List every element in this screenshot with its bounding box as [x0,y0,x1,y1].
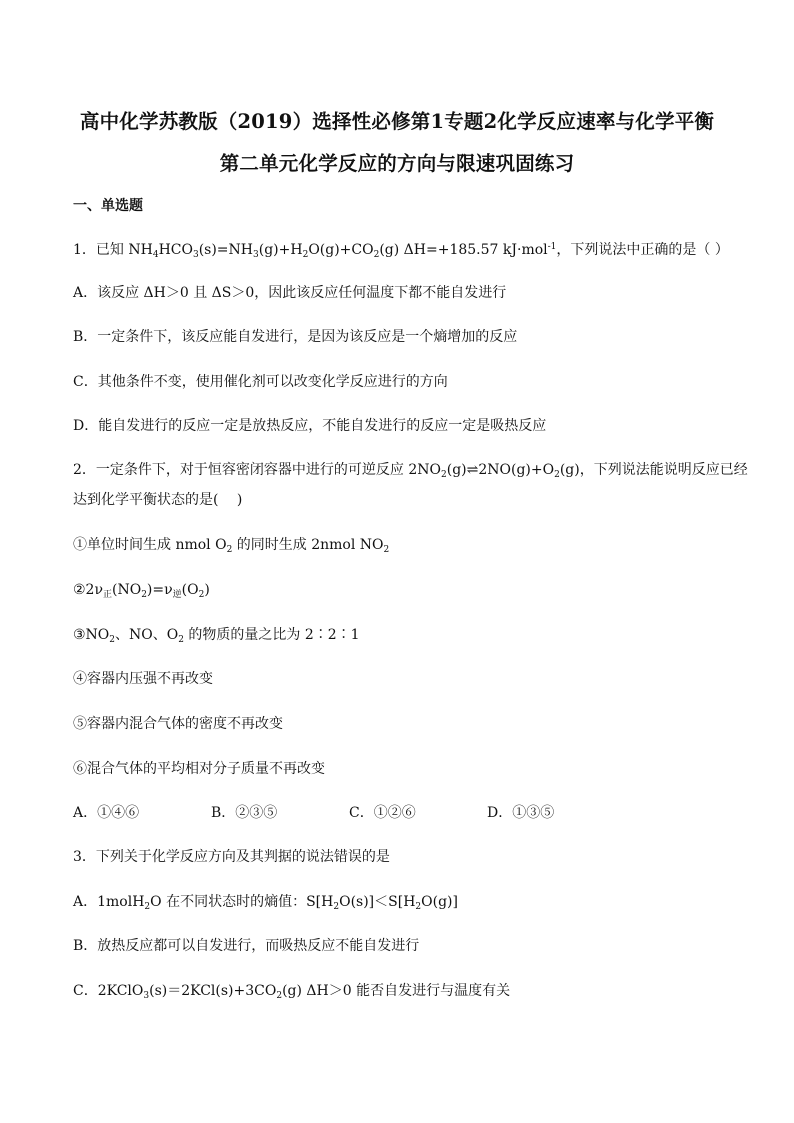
q3-option-c: C．$2KClO_3(s)=2KCl(s)+3CO_2(g)$ ΔH＞0 能否自发进行与温度有关 [73,983,511,1001]
section-heading: 一、单选题 [73,198,143,214]
q2-statement-2: $②2\nu_正(NO_2)=\nu_逆(O_2)$ [73,582,210,600]
q2-stem-line2: 达到化学平衡状态的是( ) [73,492,243,508]
q2-option-b: B．②③⑤ [211,805,278,821]
q2-option-c: C．①②⑥ [349,805,416,821]
q2-statement-6: ⑥混合气体的平均相对分子质量不再改变 [73,761,325,777]
q2-statement-4: ④容器内压强不再改变 [73,671,213,687]
q2-options [73,804,625,822]
q2-option-a: A．①④⑥ [73,805,140,821]
q1-option-a: A．该反应 ΔH＞0 且 ΔS＞0，因此该反应任何温度下都不能自发进行 [73,285,507,301]
title-line-2: 第二单元化学反应的方向与限速巩固练习 [219,152,575,175]
q1-option-d: D．能自发进行的反应一定是放热反应，不能自发进行的反应一定是吸热反应 [73,418,547,434]
q3-stem: 3．下列关于化学反应方向及其判据的说法错误的是 [73,849,390,865]
q2-statement-5: ⑤容器内混合气体的密度不再改变 [73,716,283,732]
q3-option-b: B．放热反应都可以自发进行，而吸热反应不能自发进行 [73,938,420,954]
q2-option-d: D．①③⑤ [487,805,555,821]
q1-stem: 1．已知 $NH_4HCO_3(s)=NH_3(g)+H_2O(g)+CO_2(g)$ ΔH=+185.57 kJ·mol$^{-1}$，下列说法中正确的是（ ） [73,242,729,260]
q1-option-b: B．一定条件下，该反应能自发进行，是因为该反应是一个熵增加的反应 [73,329,518,345]
q2-statement-1: ①单位时间生成 nmol $O_2$ 的同时生成 2nmol $NO_2$ [73,537,390,555]
title-line-1: 高中化学苏教版（2019）选择性必修第1专题2化学反应速率与化学平衡 [79,110,715,133]
q2-statement-3: $③NO_2$、NO、$O_2$ 的物质的量之比为 2∶2∶1 [73,627,360,645]
q2-stem-line1: 2．一定条件下，对于恒容密闭容器中进行的可逆反应 $2NO_2(g)\rightleftharpoons 2NO(g)+O_2(g)$，下列说法能说明反应已经 [73,462,748,480]
q3-option-a: A．1molH$_2$O 在不同状态时的熵值：$S[H_2O(s)]<S[H_2O(g)]$ [73,894,458,912]
q1-option-c: C．其他条件不变，使用催化剂可以改变化学反应进行的方向 [73,374,448,390]
